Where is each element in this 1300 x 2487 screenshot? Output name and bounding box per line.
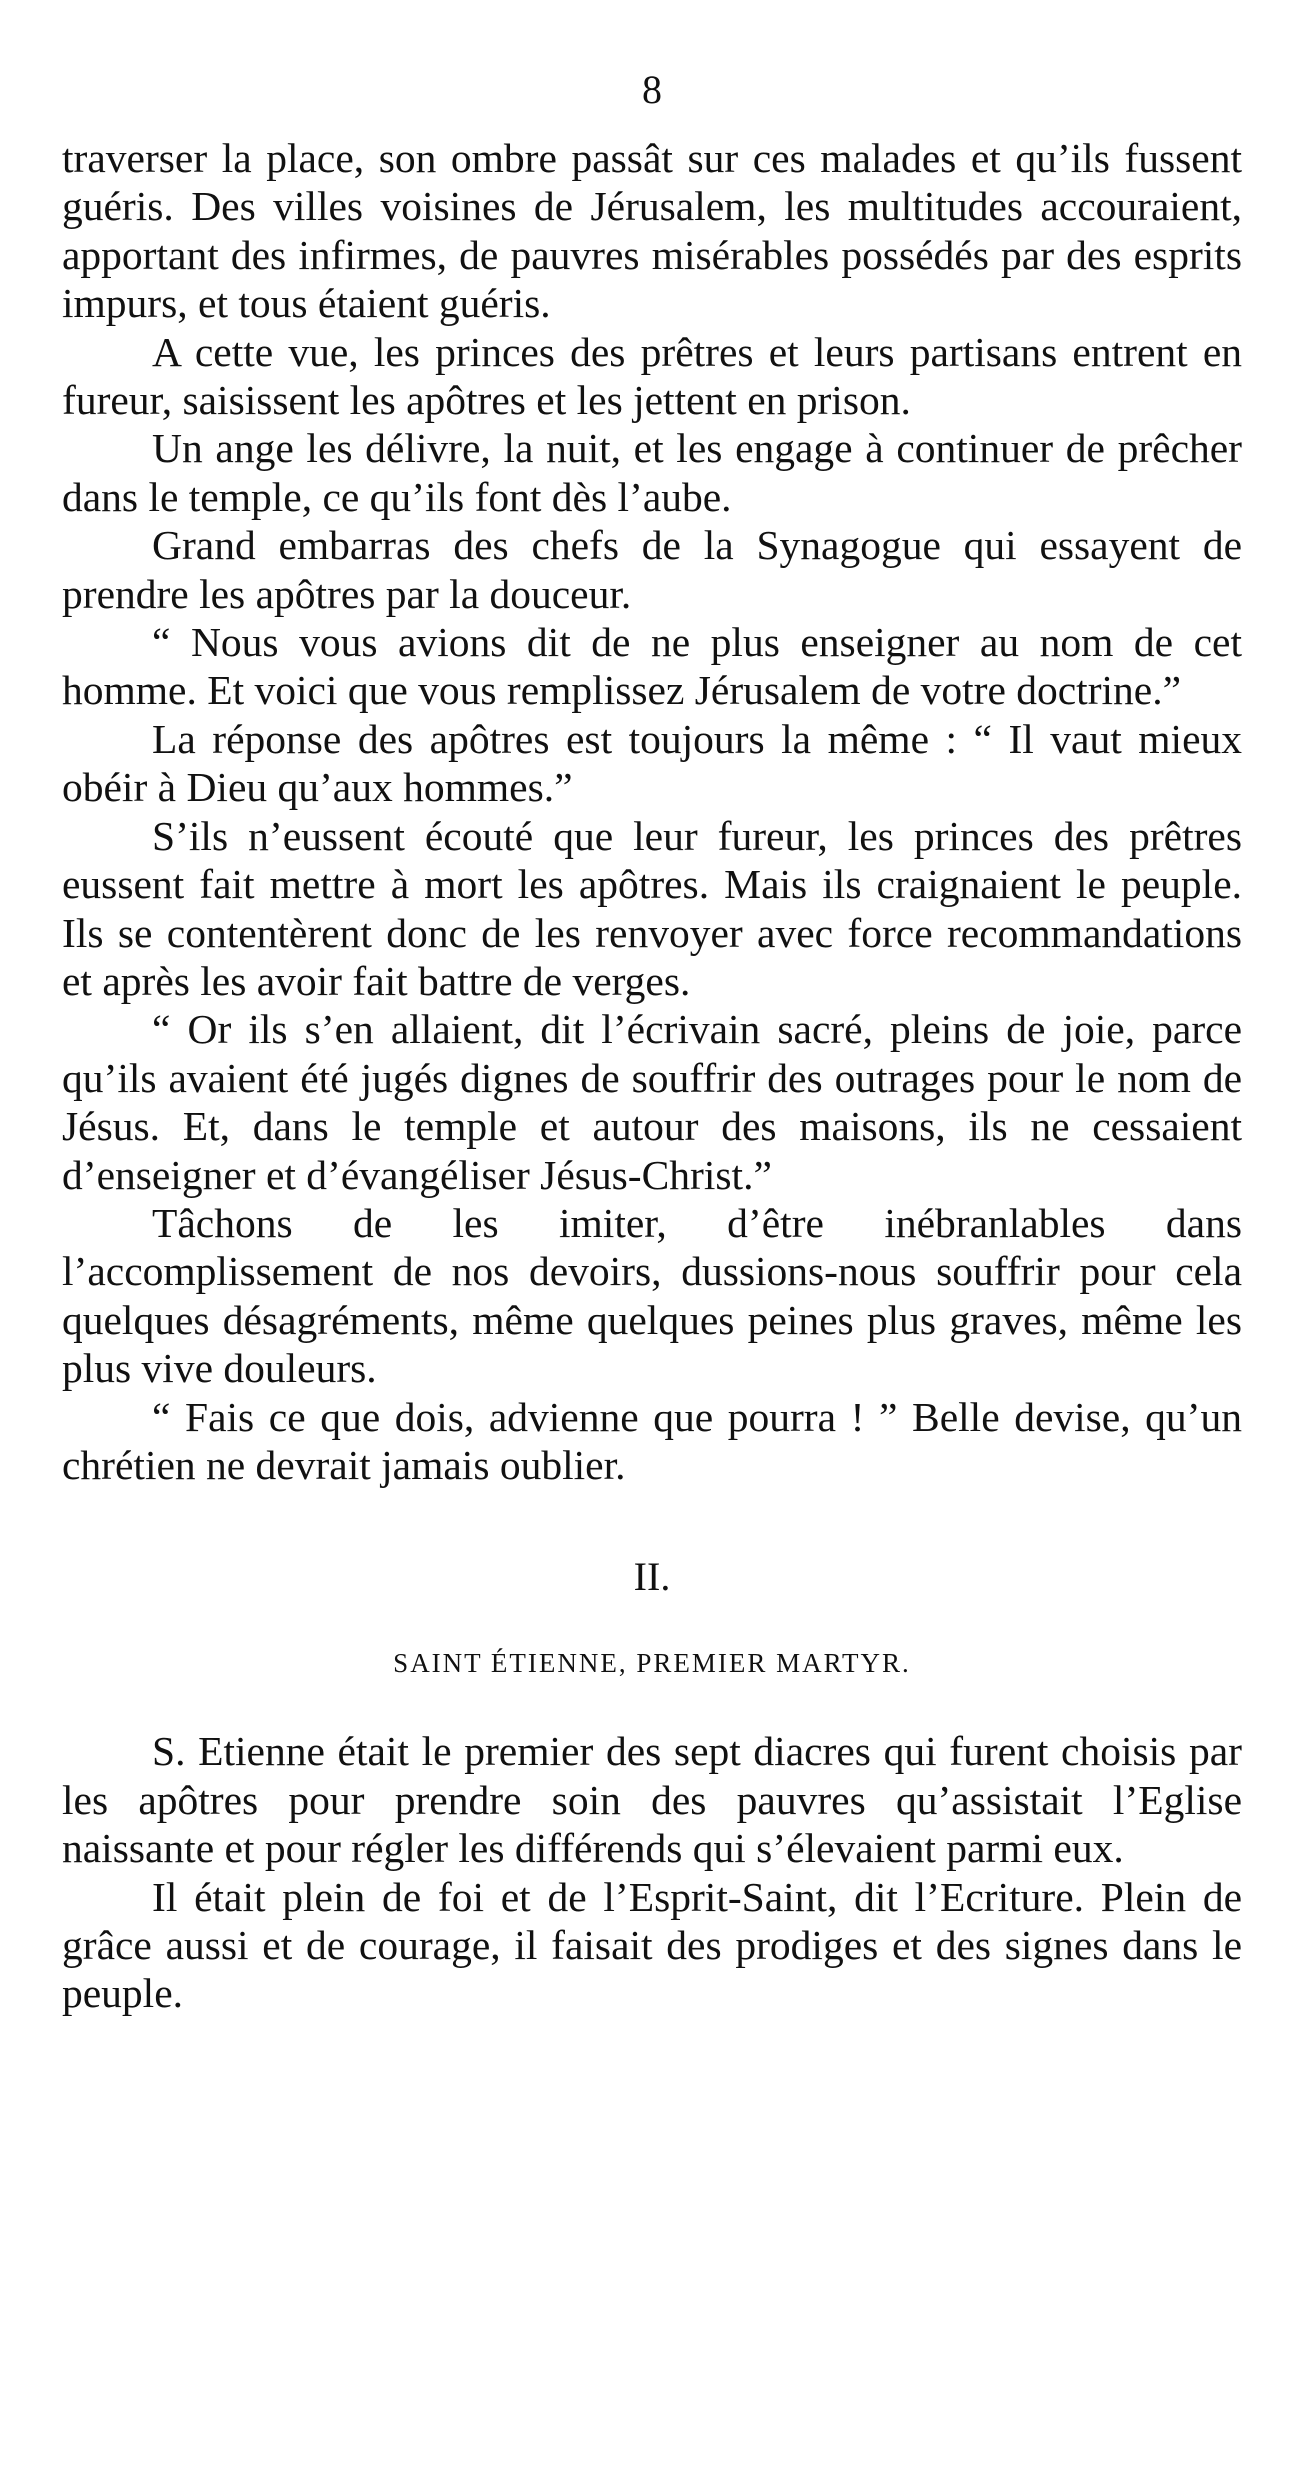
paragraph: “ Or ils s’en allaient, dit l’écrivain sacré, pleins de joie, parce qu’ils avaient été jugés dignes de souffrir des outrages pour le nom de Jésus. Et, dans le temple et autour des maisons, ils ne cessaient d’enseigner et d’évangéliser Jésus-Christ.” <box>62 1006 1242 1198</box>
body-text-part-2 <box>62 1727 1242 2017</box>
paragraph: traverser la place, son ombre passât sur ces malades et qu’ils fussent guéris. Des villes voisines de Jérusalem, les multitudes accouraient, apportant des infirmes, de pauvres misérables possédés par des esprits impurs, et tous étaient guéris. <box>62 135 1242 327</box>
paragraph: S’ils n’eussent écouté que leur fureur, les princes des prêtres eussent fait mettre à mort les apôtres. Mais ils craignaient le peuple. Ils se contentèrent donc de les renvoyer avec force recommandations et après les avoir fait battre de verges. <box>62 812 1242 1004</box>
paragraph: A cette vue, les princes des prêtres et leurs partisans entrent en fureur, saisissent les apôtres et les jettent en prison. <box>62 328 1242 424</box>
section-numeral: II. <box>633 1554 671 1600</box>
paragraph: Il était plein de foi et de l’Esprit-Saint, dit l’Ecriture. Plein de grâce aussi et de courage, il faisait des prodiges et des signes dans le peuple. <box>62 1873 1242 2017</box>
paragraph: Tâchons de les imiter, d’être inébranlables dans l’accomplissement de nos devoirs, dussions-nous souffrir pour cela quelques désagréments, même quelques peines plus graves, même les plus vive douleurs. <box>62 1199 1242 1392</box>
paragraph: “ Nous vous avions dit de ne plus enseigner au nom de cet homme. Et voici que vous remplissez Jérusalem de votre doctrine.” <box>62 619 1242 714</box>
section-title: SAINT ÉTIENNE, PREMIER MARTYR. <box>393 1648 911 1679</box>
paragraph: La réponse des apôtres est toujours la même : “ Il vaut mieux obéir à Dieu qu’aux hommes.” <box>62 715 1242 811</box>
body-text-part-1 <box>62 134 1242 1489</box>
paragraph: “ Fais ce que dois, advienne que pourra ! ” Belle devise, qu’un chrétien ne devrait jamais oublier. <box>62 1393 1242 1488</box>
paragraph: Un ange les délivre, la nuit, et les engage à continuer de prêcher dans le temple, ce qu’ils font dès l’aube. <box>62 425 1242 520</box>
paragraph: S. Etienne était le premier des sept diacres qui furent choisis par les apôtres pour prendre soin des pauvres qu’assistait l’Eglise naissante et pour régler les différends qui s’élevaient parmi eux. <box>62 1728 1242 1872</box>
page-number: 8 <box>642 67 662 112</box>
paragraph: Grand embarras des chefs de la Synagogue qui essayent de prendre les apôtres par la douceur. <box>62 522 1242 617</box>
book-page <box>62 60 1242 2018</box>
